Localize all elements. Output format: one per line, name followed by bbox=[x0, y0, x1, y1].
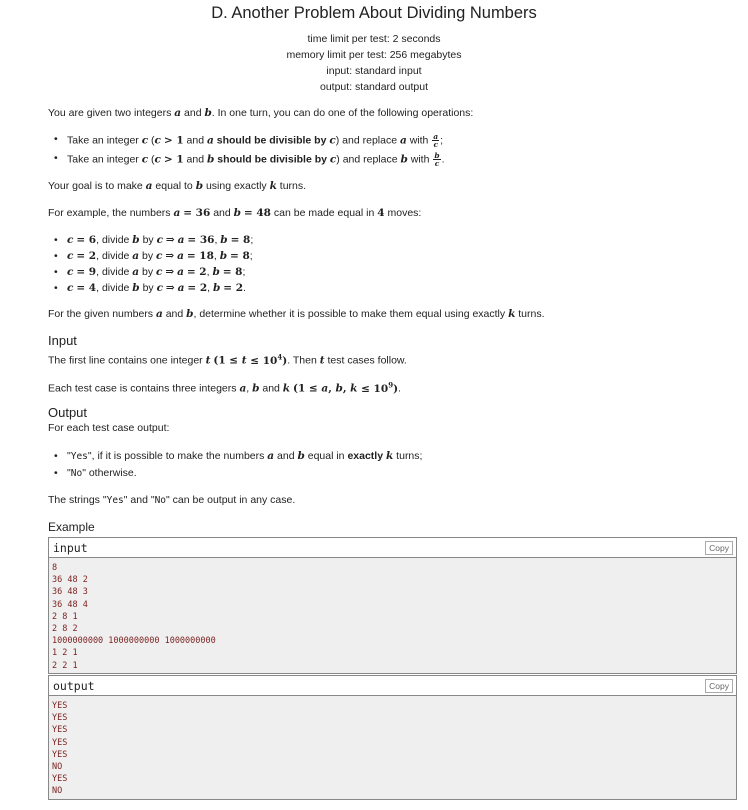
sample-line: YES bbox=[52, 713, 68, 724]
output-line-1: For each test case output: bbox=[48, 422, 170, 434]
sample-line: YES bbox=[52, 701, 68, 711]
example-input-label: input bbox=[53, 541, 88, 555]
bullet-icon: • bbox=[54, 450, 58, 462]
example-input-box bbox=[48, 537, 737, 674]
copy-output-button[interactable]: Copy bbox=[705, 679, 733, 693]
sample-line: 2 2 1 bbox=[52, 660, 78, 671]
bullet-icon: • bbox=[54, 282, 58, 294]
example-input-lines bbox=[49, 558, 736, 672]
example-paragraph: For example, the numbers a = 36 and b = 48 can be made equal in 4 moves: bbox=[48, 207, 422, 219]
example-input-header bbox=[49, 538, 736, 558]
problem-title: D. Another Problem About Dividing Numbers bbox=[211, 4, 537, 22]
example-output-lines bbox=[49, 696, 736, 798]
sample-line: 36 48 3 bbox=[52, 587, 88, 598]
closing-paragraph: For the given numbers a and b, determine whether it is possible to make them equal using exactly k turns. bbox=[48, 308, 545, 320]
input-line-2: Each test case is contains three integers a, b and k (1 ≤ a, b, $k \le 10^9$). bbox=[48, 380, 401, 395]
bullet-icon: • bbox=[54, 133, 58, 145]
copy-input-button[interactable]: Copy bbox=[705, 541, 733, 555]
input-section-title: Input bbox=[48, 333, 77, 348]
output-file: output: standard output bbox=[320, 81, 428, 93]
sample-line: YES bbox=[52, 774, 68, 785]
time-limit: time limit per test: 2 seconds bbox=[307, 33, 441, 45]
bullet-icon: • bbox=[54, 266, 58, 278]
example-title: Example bbox=[48, 520, 95, 534]
input-file: input: standard input bbox=[326, 65, 422, 77]
goal-paragraph: Your goal is to make a equal to b using exactly k turns. bbox=[48, 180, 307, 192]
operation-2: Take an integer c (c > 1 and b should be divisible by c) and replace b with $\frac{b}{c}$ . bbox=[67, 151, 445, 168]
operation-1: Take an integer c (c > 1 and a should be divisible by c) and replace a with $\frac{a}{c}$ ; bbox=[67, 132, 444, 149]
example-output-header bbox=[49, 676, 736, 696]
memory-limit: memory limit per test: 256 megabytes bbox=[286, 49, 462, 61]
sample-line: 1000000000 1000000000 1000000000 bbox=[52, 636, 216, 647]
sample-line: YES bbox=[52, 737, 68, 748]
sample-line: YES bbox=[52, 749, 68, 760]
example-step-1: c = 6, divide b by c ⇒ a = 36, b = 8; bbox=[67, 234, 254, 246]
intro-paragraph: You are given two integers a and b. In one turn, you can do one of the following operations: bbox=[48, 107, 474, 119]
output-section-title: Output bbox=[48, 405, 88, 420]
sample-line: NO bbox=[52, 761, 63, 772]
output-yes-rule: "Yes", if it is possible to make the numbers a and b equal in exactly k turns; bbox=[67, 450, 423, 462]
bullet-icon: • bbox=[54, 152, 58, 164]
example-step-2: c = 2, divide a by c ⇒ a = 18, b = 8; bbox=[67, 250, 253, 262]
sample-line: 2 8 1 bbox=[52, 611, 78, 622]
sample-line: 8 bbox=[52, 563, 58, 573]
example-step-3: c = 9, divide a by c ⇒ a = 2, b = 8; bbox=[67, 266, 246, 278]
bullet-icon: • bbox=[54, 250, 58, 262]
example-output-label: output bbox=[53, 679, 95, 693]
sample-line: 36 48 4 bbox=[52, 599, 88, 610]
sample-line: 2 8 2 bbox=[52, 623, 78, 634]
sample-line: NO bbox=[52, 786, 63, 797]
bullet-icon: • bbox=[54, 467, 58, 479]
example-output-box bbox=[48, 675, 737, 800]
output-no-rule: "No" otherwise. bbox=[67, 467, 137, 479]
bullet-icon: • bbox=[54, 234, 58, 246]
example-step-4: c = 4, divide b by c ⇒ a = 2, b = 2. bbox=[67, 282, 246, 294]
output-case-note: The strings "Yes" and "No" can be output in any case. bbox=[48, 494, 296, 506]
sample-line: 1 2 1 bbox=[52, 648, 78, 659]
input-line-1: The first line contains one integer t $(1 \le t \le 10^4)$. Then t test cases follow. bbox=[48, 352, 407, 367]
sample-line: 36 48 2 bbox=[52, 575, 88, 586]
sample-line: YES bbox=[52, 725, 68, 736]
